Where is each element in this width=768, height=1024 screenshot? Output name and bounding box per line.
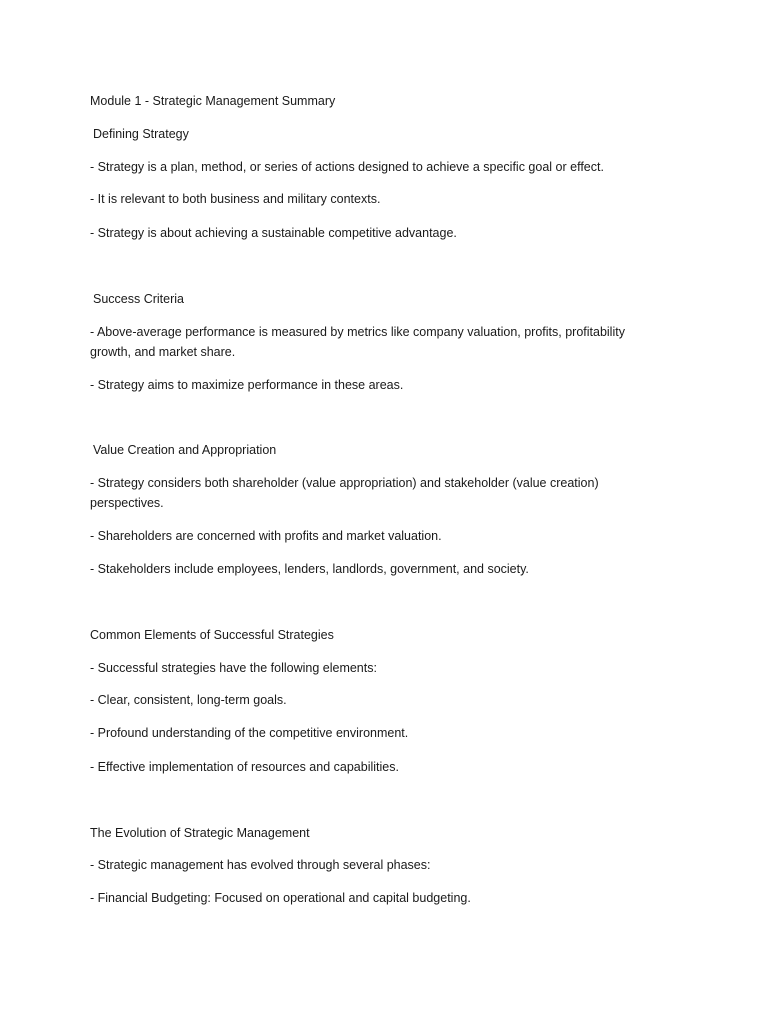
- section-heading-evolution: The Evolution of Strategic Management: [90, 826, 310, 840]
- bullet-text: - Successful strategies have the following elements:: [90, 661, 377, 675]
- bullet-text: - Strategy is a plan, method, or series of actions designed to achieve a specific goal or effect.: [90, 160, 604, 174]
- bullet-text: - Strategy is about achieving a sustainable competitive advantage.: [90, 226, 457, 240]
- bullet-text: - Strategic management has evolved through several phases:: [90, 858, 431, 872]
- document-title: Module 1 - Strategic Management Summary: [90, 94, 336, 108]
- bullet-text: - Profound understanding of the competitive environment.: [90, 726, 409, 740]
- section-heading-defining-strategy: Defining Strategy: [93, 127, 189, 141]
- bullet-text: - Stakeholders include employees, lenders, landlords, government, and society.: [90, 562, 529, 576]
- section-heading-success-criteria: Success Criteria: [93, 292, 184, 306]
- bullet-text: - It is relevant to both business and military contexts.: [90, 192, 381, 206]
- bullet-text: - Above-average performance is measured by metrics like company valuation, profits, profitability growth, and market share.: [90, 325, 625, 359]
- section-heading-value-creation: Value Creation and Appropriation: [93, 443, 277, 457]
- bullet-text: - Clear, consistent, long-term goals.: [90, 693, 287, 707]
- bullet-text: - Strategy aims to maximize performance in these areas.: [90, 378, 404, 392]
- bullet-text: - Effective implementation of resources and capabilities.: [90, 760, 399, 774]
- bullet-text: - Financial Budgeting: Focused on operational and capital budgeting.: [90, 891, 471, 905]
- section-heading-common-elements: Common Elements of Successful Strategies: [90, 628, 334, 642]
- bullet-text: - Shareholders are concerned with profits and market valuation.: [90, 529, 442, 543]
- bullet-text: - Strategy considers both shareholder (value appropriation) and stakeholder (value creation) perspectives.: [90, 476, 599, 510]
